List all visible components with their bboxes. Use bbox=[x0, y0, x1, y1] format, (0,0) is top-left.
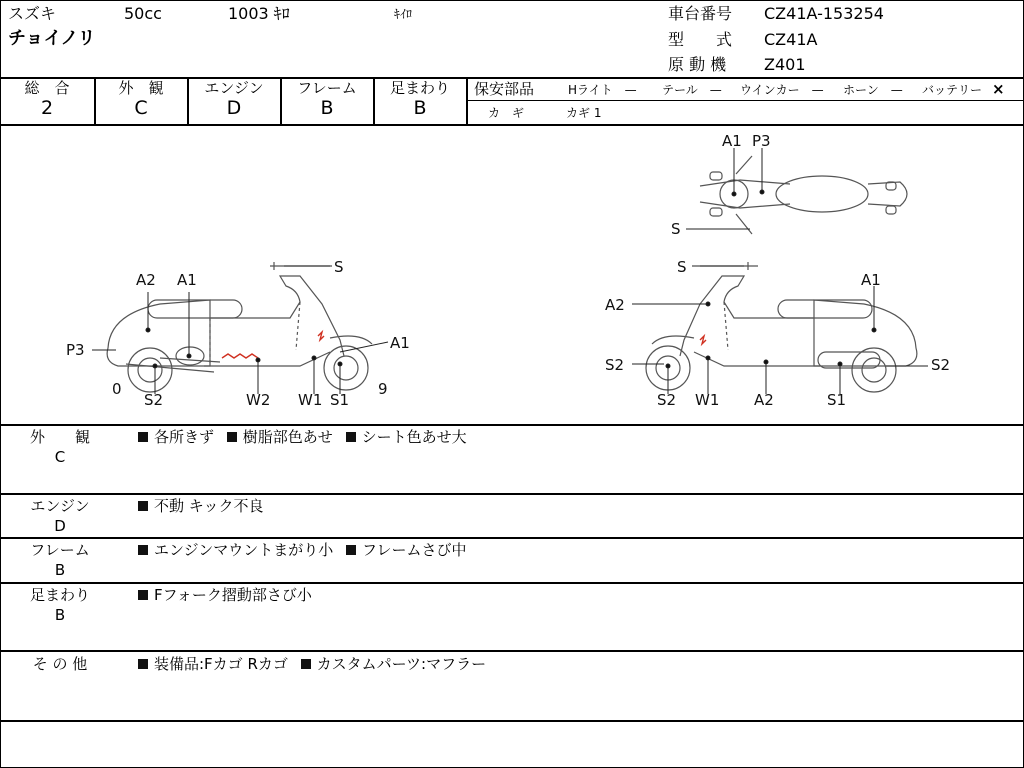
damage-mark bbox=[222, 354, 258, 358]
diagram-label: S2 bbox=[605, 356, 625, 374]
diagram-label: S1 bbox=[827, 391, 847, 409]
grade-label: 総 合 bbox=[24, 79, 70, 97]
bullet-icon bbox=[138, 432, 148, 442]
diagram-label: S2 bbox=[931, 356, 951, 374]
divider bbox=[0, 493, 1024, 495]
bullet-icon bbox=[138, 545, 148, 555]
grade-label: 外 観 bbox=[118, 79, 164, 97]
bullet-icon bbox=[138, 659, 148, 669]
grade-engine bbox=[188, 80, 280, 119]
divider bbox=[466, 78, 468, 125]
bullet-icon bbox=[346, 545, 356, 555]
diagram-label: W2 bbox=[246, 391, 271, 409]
divider bbox=[0, 537, 1024, 539]
battery-mark: × bbox=[992, 80, 1005, 98]
note-engine-items bbox=[138, 498, 271, 515]
engine-value: Z401 bbox=[764, 55, 806, 74]
grade-frame bbox=[281, 80, 373, 119]
engine-label: 原 動 機 bbox=[668, 55, 727, 74]
diagram-label: W1 bbox=[695, 391, 720, 409]
diagram-label: P3 bbox=[752, 132, 771, 150]
grade-value: D bbox=[226, 97, 242, 119]
note-title: 足まわり bbox=[29, 586, 90, 604]
type-value: CZ41A bbox=[764, 30, 818, 49]
key-label: カ ギ bbox=[488, 106, 525, 120]
note-item: 樹脂部色あせ bbox=[242, 428, 333, 446]
right-leaders bbox=[632, 266, 928, 394]
divider bbox=[0, 650, 1024, 652]
diagram-label: W1 bbox=[298, 391, 323, 409]
diagram-label: P3 bbox=[66, 341, 85, 359]
note-exterior-items bbox=[138, 429, 475, 446]
diagram-label: S bbox=[671, 220, 681, 238]
note-title: フレーム bbox=[30, 541, 90, 559]
grade-value: 2 bbox=[40, 97, 54, 119]
note-title-engine bbox=[20, 498, 100, 535]
type-label: 型 式 bbox=[668, 30, 733, 49]
note-title-frame bbox=[20, 542, 100, 579]
grade-label: エンジン bbox=[204, 79, 264, 97]
diagram-label: A2 bbox=[136, 271, 156, 289]
diagram-label: A1 bbox=[722, 132, 742, 150]
safety-item-battery: バッテリー bbox=[922, 83, 983, 97]
note-title: エンジン bbox=[30, 497, 90, 515]
maker: スズキ bbox=[8, 4, 57, 23]
grade-value: B bbox=[320, 97, 334, 119]
displacement: 50cc bbox=[124, 4, 162, 23]
mileage-type: ｷｲﾛ bbox=[394, 7, 413, 21]
damage-mark bbox=[700, 336, 706, 344]
diagram-label: A1 bbox=[177, 271, 197, 289]
grade-label: フレーム bbox=[297, 79, 357, 97]
diagram-label: S bbox=[677, 258, 687, 276]
safety-item-horn: ホーン — bbox=[843, 83, 903, 97]
note-grade: C bbox=[54, 448, 66, 466]
grade-value: C bbox=[134, 97, 148, 119]
safety-item-headlight: Hライト — bbox=[568, 83, 637, 97]
diagram-label: A2 bbox=[754, 391, 774, 409]
note-other-items bbox=[138, 656, 494, 673]
bullet-icon bbox=[301, 659, 311, 669]
damage-mark bbox=[318, 332, 324, 340]
mileage: 1003 ｷﾛ bbox=[228, 4, 290, 23]
frame-no-label: 車台番号 bbox=[668, 4, 733, 23]
damage-diagram bbox=[0, 126, 1024, 424]
bullet-icon bbox=[346, 432, 356, 442]
diagram-label: 9 bbox=[378, 380, 388, 398]
note-title-suspension bbox=[20, 587, 100, 624]
bullet-icon bbox=[138, 590, 148, 600]
frame-no: CZ41A-153254 bbox=[764, 4, 884, 23]
note-frame-items bbox=[138, 542, 474, 559]
note-item: 各所きず bbox=[154, 428, 215, 446]
grade-exterior bbox=[95, 80, 187, 119]
diagram-label: A1 bbox=[390, 334, 410, 352]
note-item: 不動 キック不良 bbox=[154, 497, 264, 515]
note-title-exterior bbox=[20, 429, 100, 466]
note-item: Fフォーク摺動部さび小 bbox=[154, 586, 312, 604]
bullet-icon bbox=[138, 501, 148, 511]
note-grade: B bbox=[54, 561, 66, 579]
grade-value: B bbox=[413, 97, 427, 119]
top-leaders bbox=[686, 148, 764, 229]
bullet-icon bbox=[227, 432, 237, 442]
note-item: フレームさび中 bbox=[362, 541, 467, 559]
note-item: エンジンマウントまがり小 bbox=[154, 541, 334, 559]
divider bbox=[0, 720, 1024, 722]
diagram-label: 0 bbox=[112, 380, 122, 398]
divider bbox=[0, 424, 1024, 426]
diagram-label: A1 bbox=[861, 271, 881, 289]
divider bbox=[468, 100, 1024, 101]
diagram-label: S1 bbox=[330, 391, 350, 409]
model-name: チョイノリ bbox=[8, 28, 96, 49]
key-value: カギ 1 bbox=[566, 106, 602, 120]
note-grade: B bbox=[54, 606, 66, 624]
safety-item-taillight: テール — bbox=[662, 83, 722, 97]
note-item: カスタムパーツ:マフラー bbox=[316, 655, 487, 673]
diagram-label: S2 bbox=[657, 391, 677, 409]
note-title-other: そ の 他 bbox=[32, 655, 88, 673]
divider bbox=[0, 582, 1024, 584]
note-grade: D bbox=[54, 517, 66, 535]
note-item: 装備品:Fカゴ Rカゴ bbox=[154, 655, 288, 673]
note-title: 外 観 bbox=[29, 428, 90, 446]
grade-label: 足まわり bbox=[389, 79, 450, 97]
diagram-label: A2 bbox=[605, 296, 625, 314]
safety-item-winker: ウインカー — bbox=[740, 83, 824, 97]
grade-suspension bbox=[374, 80, 466, 119]
safety-label: 保安部品 bbox=[474, 80, 535, 98]
note-suspension-items bbox=[138, 587, 320, 604]
diagram-label: S2 bbox=[144, 391, 164, 409]
diagram-label: S bbox=[334, 258, 344, 276]
grade-total bbox=[0, 80, 94, 119]
scooter-top-view bbox=[700, 156, 907, 234]
note-item: シート色あせ大 bbox=[361, 428, 467, 446]
